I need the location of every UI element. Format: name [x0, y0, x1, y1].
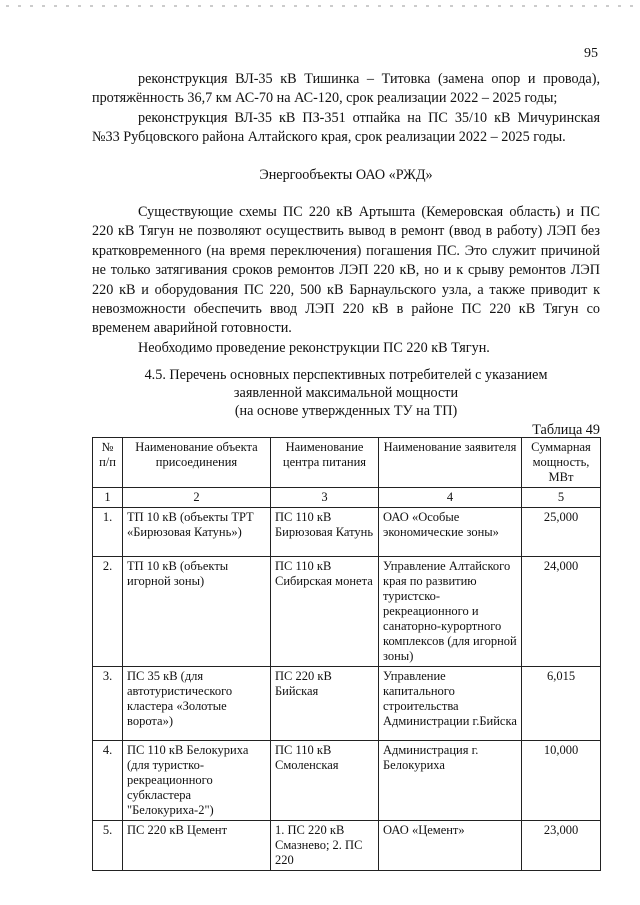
cell-power: 25,000 [522, 508, 601, 557]
cell-power: 6,015 [522, 667, 601, 741]
cell-num: 4. [93, 741, 123, 821]
consumers-table [92, 437, 601, 871]
cell-object: ТП 10 кВ (объекты ТРТ «Бирюзовая Катунь») [123, 508, 271, 557]
page-number: 95 [584, 46, 598, 61]
cell-applicant: Управление капитального строительства Администрации г.Бийска [379, 667, 522, 741]
cell-num: 2. [93, 557, 123, 667]
header-applicant: Наименование заявителя [379, 438, 522, 488]
cell-center: ПС 220 кВ Бийская [271, 667, 379, 741]
column-number: 4 [379, 488, 522, 508]
cell-object: ТП 10 кВ (объекты игорной зоны) [123, 557, 271, 667]
cell-applicant: Администрация г. Белокуриха [379, 741, 522, 821]
cell-center: ПС 110 кВ Смоленская [271, 741, 379, 821]
cell-center: ПС 110 кВ Бирюзовая Катунь [271, 508, 379, 557]
section-title-line-1: 4.5. Перечень основных перспективных потребителей с указанием [144, 367, 548, 383]
header-power: Суммарная мощность, МВт [522, 438, 601, 488]
table-row [93, 508, 601, 557]
header-center: Наименование центра питания [271, 438, 379, 488]
column-number: 1 [93, 488, 123, 508]
column-number: 5 [522, 488, 601, 508]
cell-applicant: ОАО «Цемент» [379, 821, 522, 871]
cell-object: ПС 220 кВ Цемент [123, 821, 271, 871]
cell-object: ПС 110 кВ Белокуриха (для туристко-рекреационного субкластера "Белокуриха-2") [123, 741, 271, 821]
document-body [92, 70, 600, 358]
cell-num: 5. [93, 821, 123, 871]
section-title [92, 366, 600, 420]
cell-power: 23,000 [522, 821, 601, 871]
table-label: Таблица 49 [532, 422, 600, 438]
table-row [93, 557, 601, 667]
column-number-row [93, 488, 601, 508]
cell-power: 10,000 [522, 741, 601, 821]
paragraph-rzd-conclusion: Необходимо проведение реконструкции ПС 220 кВ Тягун. [138, 339, 490, 356]
section-title-line-3: (на основе утвержденных ТУ на ТП) [234, 403, 458, 419]
table-row [93, 667, 601, 741]
cell-power: 24,000 [522, 557, 601, 667]
column-number: 3 [271, 488, 379, 508]
header-object: Наименование объекта присоединения [123, 438, 271, 488]
cell-num: 3. [93, 667, 123, 741]
paragraph-reconstruction-2: реконструкция ВЛ-35 кВ ПЗ-351 отпайка на ПС 35/10 кВ Мичуринская №33 Рубцовского района Алтайского края, срок реализации 2022 – 2025 годы. [92, 109, 600, 146]
column-number: 2 [123, 488, 271, 508]
cell-center: ПС 110 кВ Сибирская монета [271, 557, 379, 667]
cell-object: ПС 35 кВ (для автотуристического кластера «Золотые ворота») [123, 667, 271, 741]
rzd-heading: Энергообъекты ОАО «РЖД» [259, 166, 433, 183]
cell-num: 1. [93, 508, 123, 557]
paragraph-reconstruction-1: реконструкция ВЛ-35 кВ Тишинка – Титовка (замена опор и провода), протяжённость 36,7 км АС-70 на АС-120, срок реализации 2022 – 2025 годы; [92, 71, 600, 107]
table-header-row [93, 438, 601, 488]
cell-applicant: Управление Алтайского края по развитию туристско-рекреационного и санаторно-курортного комплексов (для игорной зоны) [379, 557, 522, 667]
scan-edge-artifact [0, 2, 640, 10]
section-title-line-2: заявленной максимальной мощности [233, 385, 459, 401]
cell-center: 1. ПС 220 кВ Смазнево; 2. ПС 220 [271, 821, 379, 871]
cell-applicant: ОАО «Особые экономические зоны» [379, 508, 522, 557]
paragraph-rzd-schemes: Существующие схемы ПС 220 кВ Артышта (Кемеровская область) и ПС 220 кВ Тягун не позволяют осуществить вывод в ремонт (ввод в работу) ЛЭП без кратковременного (на время переключения) погашения ПС. Это служит причиной не только затягивания сроков ремонтов ЛЭП 220 кВ, но и к срыву ремонтов ЛЭП 220 кВ и оборудования ПС 220, 500 кВ Барнаульского узла, а также приводит к невозможности обеспечить ввод ЛЭП 220 кВ в районе ПС 220 кВ Тягун со временем аварийной готовности. [92, 204, 600, 337]
table-row [93, 741, 601, 821]
table-row [93, 821, 601, 871]
header-num: № п/п [93, 438, 123, 488]
